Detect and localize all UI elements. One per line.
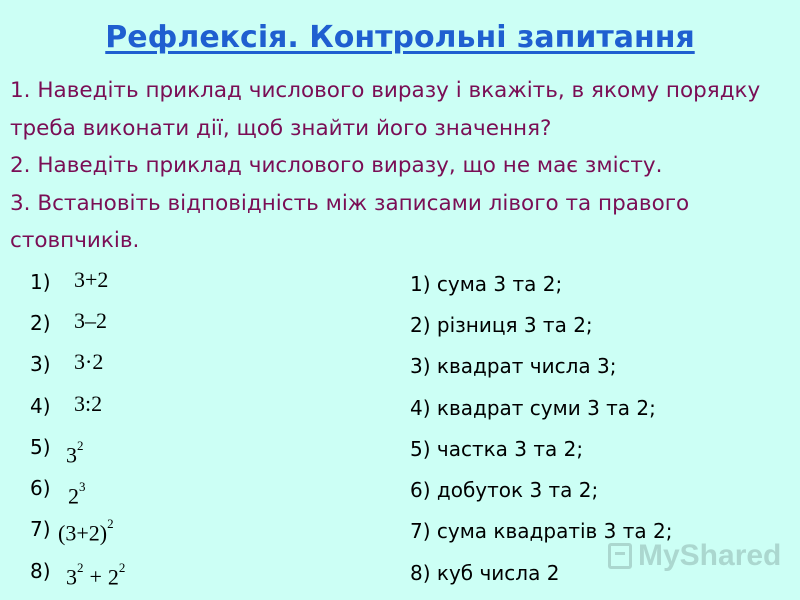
left-item-expression: 3·2 <box>74 349 104 374</box>
right-item: 4) квадрат суми 3 та 2; <box>410 396 656 420</box>
left-item-expression <box>66 560 125 589</box>
power-exponent: 3 <box>79 479 86 494</box>
left-item-expression <box>58 516 114 545</box>
left-item-number: 7) <box>30 517 51 541</box>
power-base: 3 <box>66 442 77 468</box>
slide-title: Рефлексія. Контрольні запитання <box>105 20 695 55</box>
left-item-expression: 3+2 <box>74 267 109 292</box>
question-1: 1. Наведіть приклад числового виразу і вкажіть, в якому порядку треба виконати дії, щоб знайти його значення? <box>10 78 761 141</box>
left-item-number: 6) <box>30 476 51 500</box>
power-exponent: 2 <box>107 516 114 531</box>
left-item-number: 3) <box>30 352 51 376</box>
right-item: 5) частка 3 та 2; <box>410 437 584 461</box>
power-base: (3+2) <box>58 520 108 546</box>
right-item: 1) сума 3 та 2; <box>410 272 563 296</box>
left-item-number: 5) <box>30 435 51 459</box>
watermark-text: MyShared <box>638 539 782 572</box>
power-base: 3 <box>66 564 77 590</box>
question-3: 3. Встановіть відповідність між записами лівого та правого стовпчиків. <box>10 190 690 253</box>
power-base: 2 <box>107 564 119 590</box>
left-item-number: 1) <box>30 270 51 294</box>
power-exponent: 2 <box>77 438 84 453</box>
plus-operator: + <box>89 564 102 590</box>
left-item-expression <box>68 479 86 508</box>
left-item-expression: 3:2 <box>74 391 103 416</box>
right-item: 6) добуток 3 та 2; <box>410 478 599 502</box>
presentation-icon <box>608 543 632 569</box>
question-2: 2. Наведіть приклад числового виразу, що не має змісту. <box>10 153 663 178</box>
right-item: 2) різниця 3 та 2; <box>410 313 593 337</box>
left-item-number: 8) <box>30 559 51 583</box>
left-item-expression: 3–2 <box>74 308 107 333</box>
right-item: 8) куб числа 2 <box>410 561 560 585</box>
power-base: 2 <box>68 483 79 509</box>
left-item-number: 2) <box>30 311 51 335</box>
questions-block <box>10 72 790 260</box>
right-item: 7) сума квадратів 3 та 2; <box>410 519 673 543</box>
left-item-number: 4) <box>30 394 51 418</box>
right-item: 3) квадрат числа 3; <box>410 354 617 378</box>
left-item-expression <box>66 438 84 467</box>
power-exponent: 2 <box>118 560 126 575</box>
power-exponent: 2 <box>77 560 84 575</box>
